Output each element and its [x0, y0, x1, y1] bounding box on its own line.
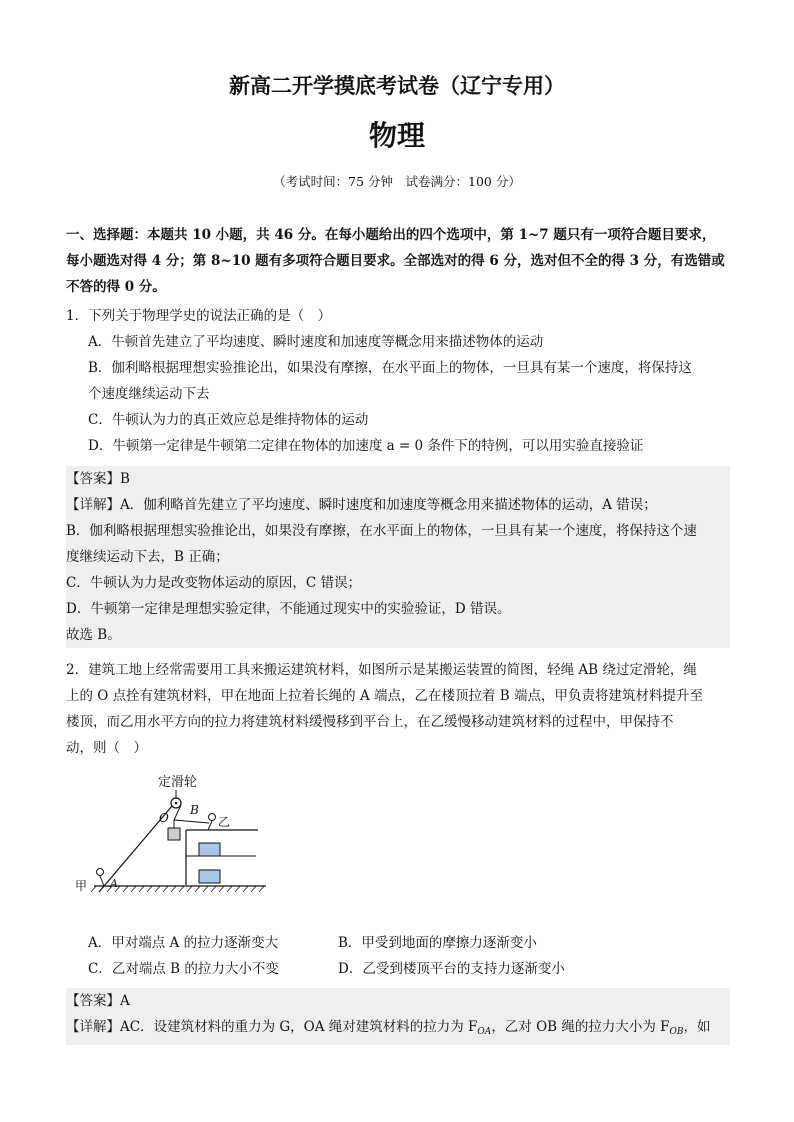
explanation-line: C．牛顿认为力是改变物体运动的原因，C 错误；: [66, 575, 361, 591]
explanation-text: ，如: [683, 1019, 711, 1035]
option-b-continued: 个速度继续运动下去: [88, 386, 210, 402]
worker-yi-label: 乙: [218, 815, 231, 829]
option-d: D．乙受到楼顶平台的支持力逐渐变小: [338, 961, 565, 977]
option-a: A．牛顿首先建立了平均速度、瞬时速度和加速度等概念用来描述物体的运动: [88, 334, 544, 350]
option-c: C．乙对端点 B 的拉力大小不变: [88, 961, 279, 977]
option-row: [66, 956, 730, 982]
window-lower: [199, 870, 220, 883]
option-c: C．牛顿认为力的真正效应总是维持物体的运动: [88, 412, 369, 428]
question-stem: 动，则（ ）: [66, 740, 147, 756]
subject-title: 物理: [368, 119, 425, 152]
explanation-text: 【详解】AC．设建筑材料的重力为 G，OA 绳对建筑材料的拉力为 F: [66, 1019, 478, 1035]
question-stem: 2．建筑工地上经常需要用工具来搬运建筑材料，如图所示是某搬运装置的简图，轻绳 AB 绕过定滑轮，绳: [66, 662, 697, 678]
window-upper: [199, 843, 220, 856]
option-b: B．伽利略根据理想实验推论出，如果没有摩擦，在水平面上的物体，一旦具有某一个速度，将保持这: [88, 360, 692, 376]
explanation-text: ，乙对 OB 绳的拉力大小为 F: [491, 1019, 670, 1035]
explanation-line: 【详解】A．伽利略首先建立了平均速度、瞬时速度和加速度等概念用来描述物体的运动，A 错误；: [66, 497, 657, 513]
explanation-line: B．伽利略根据理想实验推论出，如果没有摩擦，在水平面上的物体，一旦具有某一个速度，将保持这个速: [66, 523, 697, 539]
option-row: [66, 930, 730, 956]
rope-ob: [174, 820, 209, 823]
pulley-label: 定滑轮: [158, 775, 198, 790]
answer: 【答案】A: [66, 993, 130, 1009]
subscript-oa: OA: [477, 1027, 492, 1037]
exam-title: 新高二开学摸底考试卷（辽宁专用）: [229, 74, 565, 98]
point-a-label: A: [110, 877, 118, 890]
building-material: [168, 828, 180, 840]
option-a: A．甲对端点 A 的拉力逐渐变大: [88, 935, 279, 951]
question-stem: 上的 O 点拴有建筑材料，甲在地面上拉着长绳的 A 端点，乙在楼顶拉着 B 端点，甲负责将建筑材料提升至: [66, 688, 703, 704]
explanation-line: 度继续运动下去，B 正确；: [66, 549, 229, 565]
answer: 【答案】B: [66, 471, 130, 487]
q2-options: [66, 930, 730, 982]
instruction-line: 每小题选对得 4 分；第 8~10 题有多项符合题目要求。全部选对的得 6 分，选对但不全的得 3 分，有选错或: [66, 253, 725, 269]
worker-yi-head: [209, 814, 216, 821]
subscript-ob: OB: [669, 1027, 684, 1037]
explanation-line: 故选 B。: [66, 627, 121, 643]
question-stem: 楼顶，而乙用水平方向的拉力将建筑材料缓慢移到平台上，在乙缓慢移动建筑材料的过程中，甲保持不: [66, 714, 674, 730]
point-b-label: B: [190, 803, 199, 817]
instruction-line: 一、选择题：本题共 10 小题，共 46 分。在每小题给出的四个选项中，第 1~7 题只有一项符合题目要求，: [66, 227, 716, 243]
pulley-axle: [175, 802, 178, 805]
question-2: [66, 657, 730, 761]
point-o-label: O: [159, 811, 169, 825]
option-d: D．牛顿第一定律是牛顿第二定律在物体的加速度 a = 0 条件下的特例，可以用实验直接验证: [88, 438, 644, 454]
q2-solution: [66, 988, 730, 1045]
worker-jia-body: [100, 876, 104, 886]
explanation-line: D．牛顿第一定律是理想实验定律，不能通过现实中的实验验证，D 错误。: [66, 601, 511, 617]
worker-jia-label: 甲: [75, 879, 88, 893]
question-stem: 1．下列关于物理学史的说法正确的是（ ）: [66, 308, 332, 324]
worker-jia-head: [97, 869, 104, 876]
worker-yi-body: [208, 821, 212, 830]
section-instructions: [66, 222, 730, 300]
pulley-diagram: [66, 770, 266, 915]
q1-solution: [66, 466, 730, 648]
instruction-line: 不答的得 0 分。: [66, 279, 166, 295]
explanation-line: [66, 1014, 730, 1045]
option-b: B．甲受到地面的摩擦力逐渐变小: [338, 935, 537, 951]
question-1: [66, 303, 730, 459]
exam-info: （考试时间：75 分钟 试卷满分：100 分）: [273, 174, 521, 189]
